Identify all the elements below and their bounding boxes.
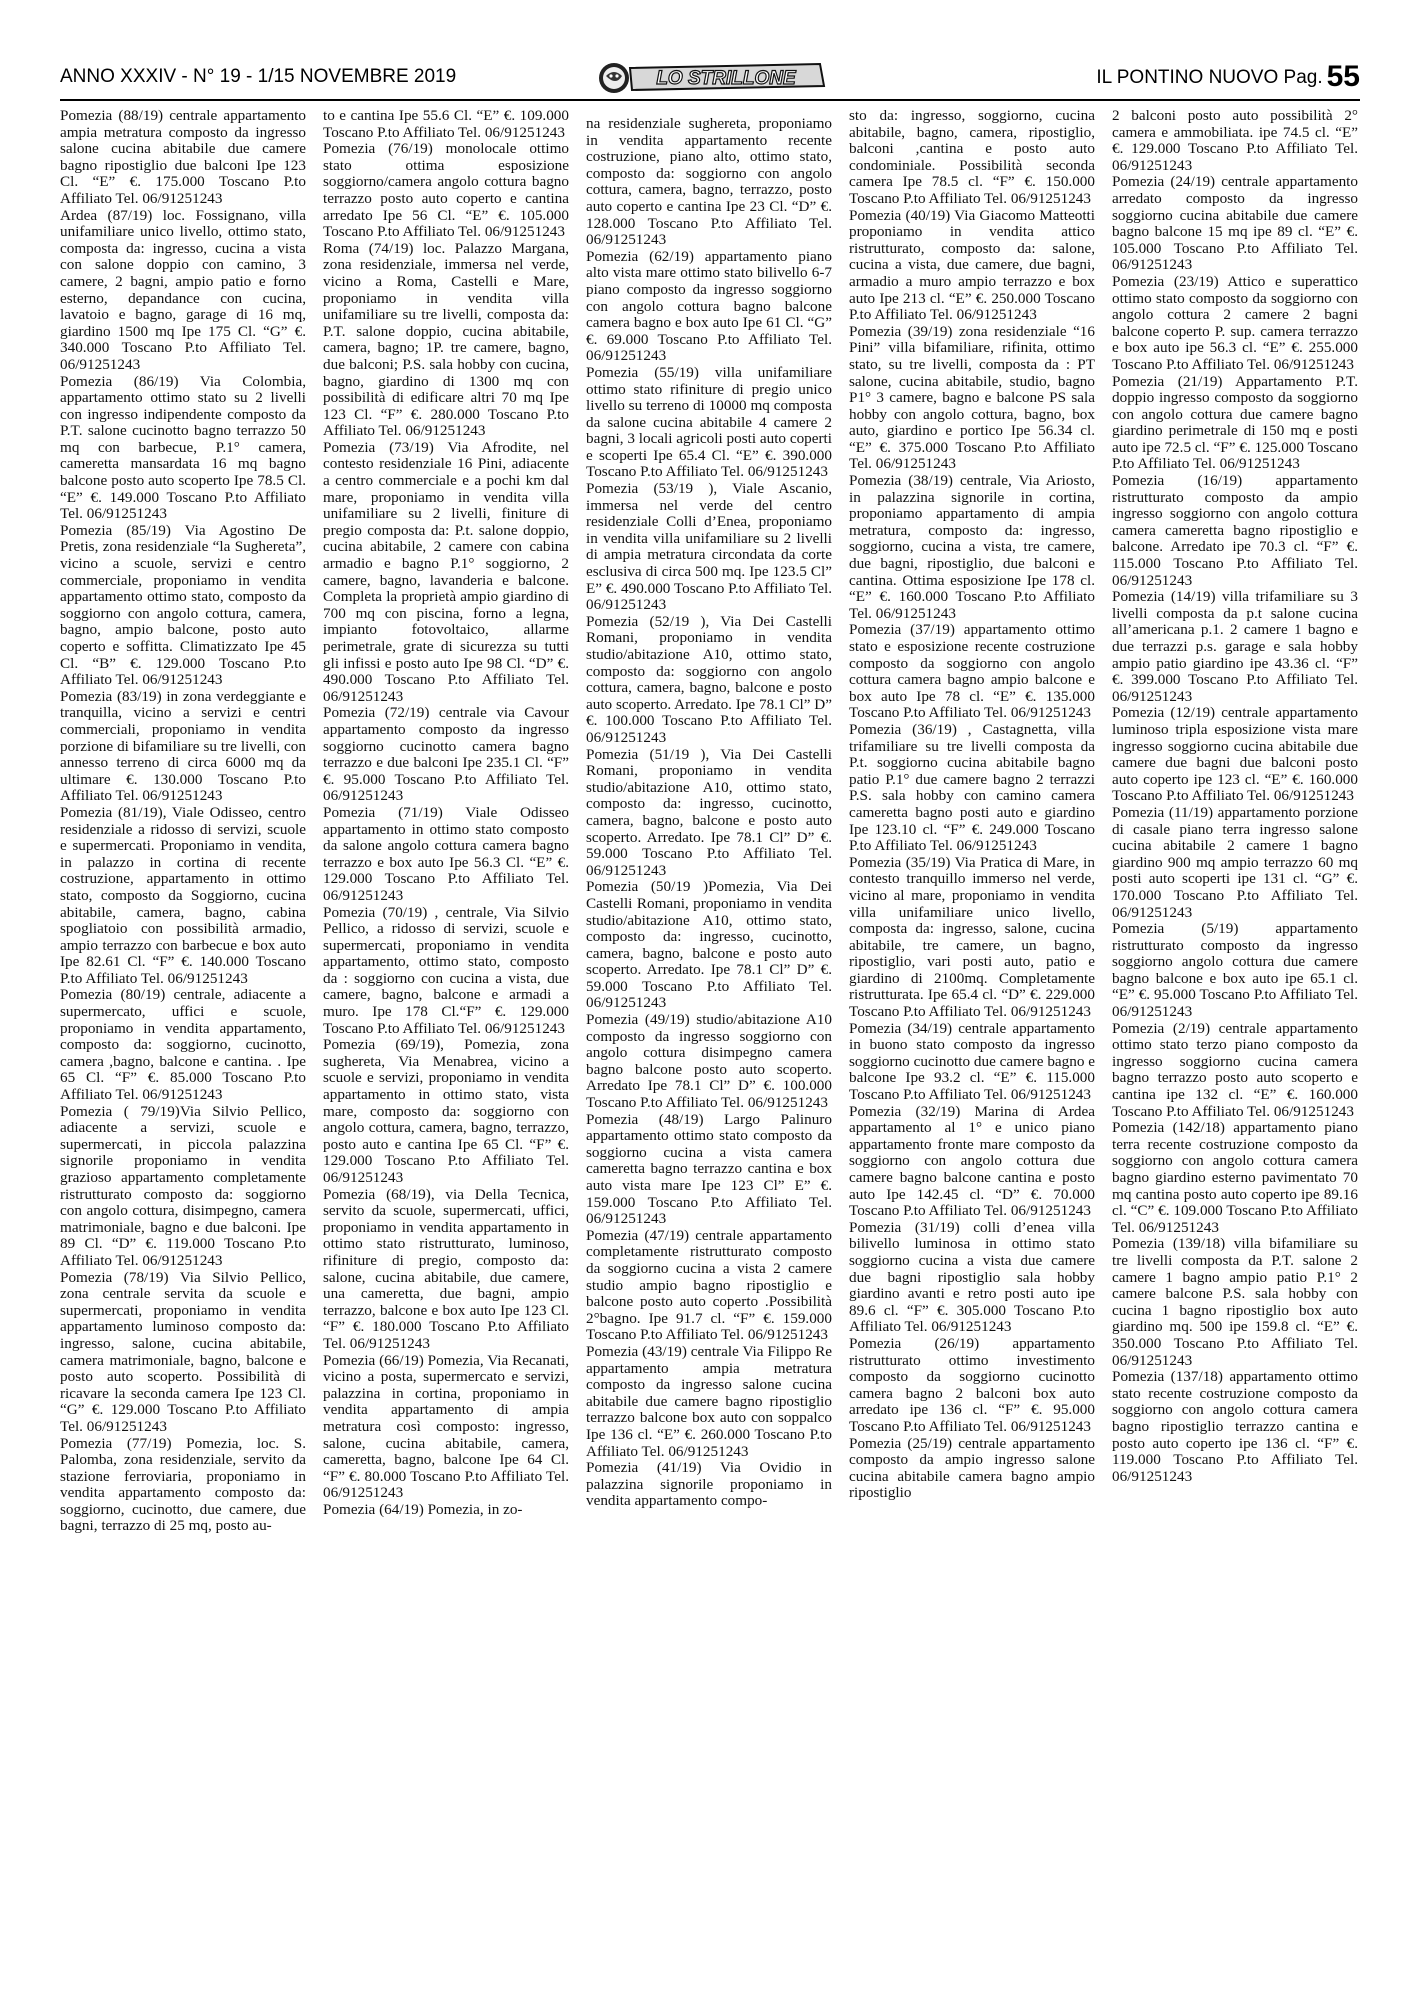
classified-ad: Pomezia (85/19) Via Agostino De Pretis, zona residenziale “la Sughereta”, vicino a scuole, servizi e centro commerciale, proponiamo in vendita appartamento ottimo stato, composto da soggiorno con angolo cottura, camera, bagno, ampio balcone, posto auto coperto e soffitta. Climatizzato Ipe 45 Cl. “B” €. 129.000 Toscano P.to Affiliato Tel. 06/91251243 (60, 521, 306, 689)
classified-ad: Pomezia (11/19) appartamento porzione di casale piano terra ingresso salone cucina abitabile 2 camere 1 bagno giardino 900 mq ampio terrazzo 60 mq posti auto scoperti ipe 131 cl. “G” €. 170.000 Toscano P.to Affiliato Tel. 06/91251243 (1112, 803, 1358, 921)
classified-ad: Pomezia (47/19) centrale appartamento completamente ristrutturato composto da soggiorno cucina a vista 2 camere studio ampio bagno ripostiglio e balcone posto auto coperto .Possibilità 2°bagno. Ipe 91.7 cl. “F” €. 159.000 Toscano P.to Affiliato Tel. 06/91251243 (586, 1226, 832, 1344)
lo-strillone-logo (590, 56, 830, 98)
classified-ad: Pomezia (24/19) centrale appartamento arredato composto da ingresso soggiorno cucina abitabile due camere bagno balcone 15 mq ipe 89 cl. “E” €. 105.000 Toscano P.to Affiliato Tel. 06/91251243 (1112, 173, 1358, 274)
page-label (1096, 60, 1360, 94)
classified-ad: Pomezia (48/19) Largo Palinuro appartamento ottimo stato composto da soggiorno cucina a vista camera cameretta bagno terrazzo cantina e box auto vista mare Ipe 123 Cl” E” €. 159.000 Toscano P.to Affiliato Tel. 06/91251243 (586, 1110, 832, 1228)
column-2 (323, 108, 569, 1988)
classified-ad: Pomezia (83/19) in zona verdeggiante e tranquilla, vicino a servizi e centri commerciali, proponiamo in vendita porzione di bifamiliare su tre livelli, con annesso terreno di circa 6000 mq da ultimare €. 130.000 Toscano P.to Affiliato Tel. 06/91251243 (60, 687, 306, 805)
classified-ad: Pomezia (21/19) Appartamento P.T. doppio ingresso composto da soggiorno con angolo cottura due camere bagno giardino perimetrale di 150 mq e posti auto ipe 72.5 cl. “F” €. 125.000 Toscano P.to Affiliato Tel. 06/91251243 (1112, 372, 1358, 473)
classified-ad: Pomezia (41/19) Via Ovidio in palazzina signorile proponiamo in vendita appartamento compo- (586, 1459, 832, 1510)
classified-columns (60, 108, 1360, 1988)
classified-ad: Pomezia (72/19) centrale via Cavour appartamento composto da ingresso soggiorno cucinotto camera bagno terrazzo e due balconi Ipe 235.1 Cl. “F” €. 95.000 Toscano P.to Affiliato Tel. 06/91251243 (323, 704, 569, 805)
classified-ad: Pomezia (77/19) Pomezia, loc. S. Palomba, zona residenziale, servito da stazione ferroviaria, proponiamo in vendita appartamento composto da: soggiorno, cucinotto, due camere, due bagni, terrazzo di 25 mq, posto au- (60, 1434, 306, 1535)
classified-ad: Pomezia (88/19) centrale appartamento ampia metratura composto da ingresso salone cucina abitabile due camere bagno ripostiglio due balconi Ipe 123 Cl. “E” €. 175.000 Toscano P.to Affiliato Tel. 06/91251243 (60, 108, 306, 207)
classified-ad: Pomezia (137/18) appartamento ottimo stato recente costruzione composto da soggiorno con angolo cottura camera bagno ripostiglio terrazzo cantina e posto auto coperto ipe 136 cl. “F” €. 119.000 Toscano P.to Affiliato Tel. 06/91251243 (1112, 1368, 1358, 1485)
classified-ad: Pomezia (68/19), via Della Tecnica, servito da scuole, supermercati, uffici, proponiamo in vendita appartamento in ottimo stato ristrutturato, luminoso, rifiniture di pregio, composto da: salone, cucina abitabile, due camere, una cameretta, due bagni, ampio terrazzo, balcone e box auto Ipe 123 Cl. “F” €. 180.000 Toscano P.to Affiliato Tel. 06/91251243 (323, 1185, 569, 1352)
classified-ad: Pomezia (50/19 )Pomezia, Via Dei Castelli Romani, proponiamo in vendita studio/abitazione A10, ottimo stato, composto da: ingresso, cucinotto, camera, bagno, balcone e posto auto scoperto. Arredato. Ipe 78.1 Cl” D” €. 59.000 Toscano P.to Affiliato Tel. 06/91251243 (586, 878, 832, 1012)
classified-ad: Pomezia (53/19 ), Viale Ascanio, immersa nel verde del centro residenziale Colli d’Enea, proponiamo in vendita villa unifamiliare su 2 livelli di ampia metratura circondata da corte esclusiva di circa 500 mq. Ipe 123.5 Cl” E” €. 490.000 Toscano P.to Affiliato Tel. 06/91251243 (586, 480, 832, 614)
classified-ad: Pomezia (38/19) centrale, Via Ariosto, in palazzina signorile in cortina, proponiamo appartamento di ampia metratura, composto da: ingresso, soggiorno, cucina a vista, tre camere, due bagni, ripostiglio, due balconi e cantina. Ottima esposizione Ipe 178 cl. “E” €. 160.000 Toscano P.to Affiliato Tel. 06/91251243 (849, 472, 1095, 622)
classified-ad: Pomezia (25/19) centrale appartamento composto da ampio ingresso salone cucina abitabile camera bagno ampio ripostiglio (849, 1434, 1095, 1502)
classified-ad: Pomezia (31/19) colli d’enea villa bilivello luminosa in ottimo stato soggiorno cucina a vista due camere due bagni ripostiglio sala hobby giardino avanti e retro posti auto ipe 89.6 cl. “F” €. 305.000 Toscano P.to Affiliato Tel. 06/91251243 (849, 1218, 1095, 1336)
classified-ad: Pomezia (16/19) appartamento ristrutturato composto da ampio ingresso soggiorno con angolo cottura camera cameretta bagno ripostiglio e balcone. Arredato ipe 70.3 cl. “F” €. 115.000 Toscano P.to Affiliato Tel. 06/91251243 (1112, 472, 1358, 589)
classified-ad: Roma (74/19) loc. Palazzo Margana, zona residenziale, immersa nel verde, vicino a Roma, Castelli e Mare, proponiamo in vendita villa unifamiliare su tre livelli, composta da: P.T. salone doppio, cucina abitabile, camera, bagno; 1P. tre camere, bagno, due balconi; P.S. sala hobby con cucina, bagno, giardino di 1300 mq con possibilità di edificare altri 70 mq Ipe 123 Cl. “F” €. 280.000 Toscano P.to Affiliato Tel. 06/91251243 (323, 239, 569, 440)
classified-ad: Pomezia (36/19) , Castagnetta, villa trifamiliare su tre livelli composta da P.t. soggiorno cucina abitabile bagno patio P.1° due camere bagno 2 terrazzi P.S. sala hobby con camino camera cameretta bagno posti auto e giardino Ipe 123.10 cl. “F” €. 249.000 Toscano P.to Affiliato Tel. 06/91251243 (849, 720, 1095, 855)
classified-ad: Pomezia (35/19) Via Pratica di Mare, in contesto tranquillo immerso nel verde, vicino al mare, proponiamo in vendita villa unifamiliare unico livello, composta da: ingresso, salone, cucina abitabile, tre camere, un bagno, ripostiglio, vari posti auto, patio e giardino di 2100mq. Completamente ristrutturata. Ipe 65.4 cl. “D” €. 229.000 Toscano P.to Affiliato Tel. 06/91251243 (849, 853, 1095, 1021)
classified-ad: 2 balconi posto auto possibilità 2° camera e ammobiliata. ipe 74.5 cl. “E” €. 129.000 Toscano P.to Affiliato Tel. 06/91251243 (1112, 108, 1358, 174)
classified-ad: Pomezia (34/19) centrale appartamento in buono stato composto da ingresso soggiorno cucinotto due camere bagno e balcone Ipe 93.2 cl. “E” €. 115.000 Toscano P.to Affiliato Tel. 06/91251243 (849, 1019, 1095, 1104)
classified-ad: Pomezia ( 79/19)Via Silvio Pellico, adiacente a servizi, scuole e supermercati, in piccola palazzina signorile proponiamo in vendita grazioso appartamento completamente ristrutturato composto da: soggiorno con angolo cottura, disimpegno, camera matrimoniale, bagno e due balconi. Ipe 89 Cl. “D” €. 119.000 Toscano P.to Affiliato Tel. 06/91251243 (60, 1102, 306, 1269)
classified-ad: Pomezia (62/19) appartamento piano alto vista mare ottimo stato bilivello 6-7 piano composto da ingresso soggiorno con angolo cottura bagno balcone camera bagno e box auto Ipe 61 Cl. “G” €. 69.000 Toscano P.to Affiliato Tel. 06/91251243 (586, 247, 832, 365)
classified-ad: Pomezia (14/19) villa trifamiliare su 3 livelli composta da p.t salone cucina all’americana p.1. 2 camere 1 bagno e due terrazzi p.s. garage e sala hobby ampio patio giardino ipe 43.36 cl. “F” €. 399.000 Toscano P.to Affiliato Tel. 06/91251243 (1112, 588, 1358, 705)
classified-ad: Pomezia (55/19) villa unifamiliare ottimo stato rifiniture di pregio unico livello su terreno di 10000 mq composta da salone cucina abitabile 4 camere 2 bagni, 3 locali agricoli posti auto coperti e scoperti Ipe 65.4 Cl. “E” €. 390.000 Toscano P.to Affiliato Tel. 06/91251243 (586, 363, 832, 481)
column-1 (60, 108, 306, 1988)
classified-ad: Pomezia (71/19) Viale Odisseo appartamento in ottimo stato composto da salone angolo cottura camera bagno terrazzo e box auto Ipe 56.3 Cl. “E” €. 129.000 Toscano P.to Affiliato Tel. 06/91251243 (323, 803, 569, 904)
classified-ad: na residenziale sughereta, proponiamo in vendita appartamento recente costruzione, piano alto, ottimo stato, composto da: soggiorno con angolo cottura, camera, bagno, terrazzo, posto auto coperto e cantina Ipe 23 Cl. “D” €. 128.000 Toscano P.to Affiliato Tel. 06/91251243 (586, 116, 832, 249)
classified-ad: Pomezia (23/19) Attico e superattico ottimo stato composto da soggiorno con angolo cottura 2 camere 2 bagni balcone coperto P. sup. camera terrazzo e box auto ipe 56.3 cl. “E” €. 255.000 Toscano P.to Affiliato Tel. 06/91251243 (1112, 272, 1358, 373)
classified-ad: Ardea (87/19) loc. Fossignano, villa unifamiliare unico livello, ottimo stato, composta da: ingresso, cucina a vista con salone doppio con camino, 3 camere, 2 bagni, ampio patio e forno esterno, depandance con cucina, lavatoio e bagno, garage di 16 mq, giardino 1500 mq Ipe 175 Cl. “G” €. 340.000 Toscano P.to Affiliato Tel. 06/91251243 (60, 206, 306, 373)
column-4 (849, 108, 1095, 1988)
classified-ad: Pomezia (32/19) Marina di Ardea appartamento al 1° e unico piano appartamento fronte mare composto da soggiorno con angolo cottura due camere bagno balcone cantina e posto auto Ipe 142.45 cl. “D” €. 70.000 Toscano P.to Affiliato Tel. 06/91251243 (849, 1102, 1095, 1220)
page-header (60, 60, 1360, 100)
logo-text: LO STRILLONE (656, 68, 796, 89)
classified-ad: Pomezia (76/19) monolocale ottimo stato ottima esposizione soggiorno/camera angolo cottura bagno terrazzo posto auto coperto e cantina arredato Ipe 56 Cl. “E” €. 105.000 Toscano P.to Affiliato Tel. 06/91251243 (323, 140, 569, 241)
classified-ad: Pomezia (12/19) centrale appartamento luminoso tripla esposizione vista mare ingresso soggiorno cucina abitabile due camere due bagni due balconi posto auto coperto ipe 123 cl. “E” €. 160.000 Toscano P.to Affiliato Tel. 06/91251243 (1112, 704, 1358, 805)
classified-ad: Pomezia (78/19) Via Silvio Pellico, zona centrale servita da scuole e supermercati, proponiamo in vendita appartamento luminoso composto da: ingresso, salone, cucina abitabile, camera matrimoniale, bagno, balcone e posto auto scoperto. Possibilità di ricavare la seconda camera Ipe 123 Cl. “G” €. 129.000 Toscano P.to Affiliato Tel. 06/91251243 (60, 1268, 306, 1435)
classified-ad: Pomezia (49/19) studio/abitazione A10 composto da ingresso soggiorno con angolo cottura disimpegno camera bagno balcone posto auto scoperto. Arredato Ipe 78.1 Cl” D” €. 100.000 Toscano P.to Affiliato Tel. 06/91251243 (586, 1011, 832, 1112)
column-5 (1112, 108, 1358, 1988)
classified-ad: Pomezia (86/19) Via Colombia, appartamento ottimo stato su 2 livelli con ingresso indipendente composto da P.T. salone cucinotto bagno terrazzo 50 mq con barbecue, P.1° camera, cameretta mansardata 16 mq bagno balcone posto auto scoperto Ipe 78.5 Cl. “E” €. 149.000 Toscano P.to Affiliato Tel. 06/91251243 (60, 372, 306, 523)
column-3 (586, 116, 832, 1996)
classified-ad: Pomezia (26/19) appartamento ristrutturato ottimo investimento composto da soggiorno cucinotto camera bagno 2 balconi box auto arredato ipe 136 cl. “F” €. 95.000 Toscano P.to Affiliato Tel. 06/91251243 (849, 1334, 1095, 1435)
classified-ad: Pomezia (37/19) appartamento ottimo stato e esposizione recente costruzione composto da soggiorno con angolo cottura camera bagno ampio balcone e box auto Ipe 78 cl. “E” €. 135.000 Toscano P.to Affiliato Tel. 06/91251243 (849, 621, 1095, 722)
issue-info: ANNO XXXIV - N° 19 - 1/15 NOVEMBRE 2019 (60, 66, 457, 87)
classified-ad: Pomezia (5/19) appartamento ristrutturato composto da ingresso soggiorno angolo cottura due camere bagno balcone e box auto ipe 65.1 cl. “E” €. 95.000 Toscano P.to Affiliato Tel. 06/91251243 (1112, 920, 1358, 1021)
classified-ad: Pomezia (70/19) , centrale, Via Silvio Pellico, a ridosso di servizi, scuole e supermercati, proponiamo in vendita appartamento, ottimo stato, composto da : soggiorno con cucina a vista, due camere, bagno, balcone e armadi a muro. Ipe 178 Cl.“F” €. 129.000 Toscano P.to Affiliato Tel. 06/91251243 (323, 903, 569, 1037)
classified-ad: Pomezia (2/19) centrale appartamento ottimo stato terzo piano composto da ingresso soggiorno cucina camera bagno terrazzo posto auto scoperto e cantina ipe 132 cl. “E” €. 160.000 Toscano P.to Affiliato Tel. 06/91251243 (1112, 1019, 1358, 1120)
header-rule (60, 99, 1360, 101)
classified-ad: Pomezia (52/19 ), Via Dei Castelli Romani, proponiamo in vendita studio/abitazione A10, ottimo stato, composto da: soggiorno con angolo cottura, camera, bagno, balcone e posto auto scoperto. Arredato. Ipe 78.1 Cl” D” €. 100.000 Toscano P.to Affiliato Tel. 06/91251243 (586, 612, 832, 746)
classified-ad: Pomezia (81/19), Viale Odisseo, centro residenziale a ridosso di servizi, scuole e supermercati. Proponiamo in vendita, in palazzo in cortina di recente costruzione, appartamento in ottimo stato, composto da Soggiorno, cucina abitabile, camera, bagno, cabina spogliatoio con possibilità armadio, ampio terrazzo con barbecue e box auto Ipe 82.61 Cl. “F” €. 140.000 Toscano P.to Affiliato Tel. 06/91251243 (60, 803, 306, 987)
classified-ad: Pomezia (39/19) zona residenziale “16 Pini” villa bifamiliare, rifinita, ottimo stato, su tre livelli, composta da : PT salone, cucina abitabile, studio, bagno P1° 3 camere, bagno e balcone PS sala hobby con angolo cottura, bagno, box auto, giardino e portico Ipe 56.34 cl. “E” €. 375.000 Toscano P.to Affiliato Tel. 06/91251243 (849, 322, 1095, 473)
classified-ad: Pomezia (66/19) Pomezia, Via Recanati, vicino a posta, supermercato e servizi, palazzina in cortina, proponiamo in vendita appartamento di ampia metratura così composto: ingresso, salone, cucina abitabile, camera, cameretta, bagno, balcone Ipe 64 Cl. “F” €. 80.000 Toscano P.to Affiliato Tel. 06/91251243 (323, 1351, 569, 1502)
classified-ad: sto da: ingresso, soggiorno, cucina abitabile, bagno, camera, ripostiglio, balconi ,cantina e posto auto condominiale. Possibilità seconda camera Ipe 78.5 cl. “F” €. 150.000 Toscano P.to Affiliato Tel. 06/91251243 (849, 108, 1095, 207)
classified-ad: Pomezia (73/19) Via Afrodite, nel contesto residenziale 16 Pini, adiacente a centro commerciale e a pochi km dal mare, proponiamo in vendita villa unifamiliare su 2 livelli, finiture di pregio composta da: P.t. salone doppio, cucina abitabile, 2 camere con cabina armadio e bagno P.1° soggiorno, 2 camere, bagno, lavanderia e balcone. Completa la proprietà ampio giardino di 700 mq con piscina, forno a legna, impianto fotovoltaico, allarme perimetrale, grate di sicurezza su tutti gli infissi e posto auto Ipe 98 Cl. “D” €. 490.000 Toscano P.to Affiliato Tel. 06/91251243 (323, 438, 569, 705)
classified-ad: Pomezia (40/19) Via Giacomo Matteotti proponiamo in vendita attico ristrutturato, composto da: salone, cucina a vista, due camere, due bagni, armadio a muro ampio terrazzo e box auto Ipe 213 cl. “E” €. 250.000 Toscano P.to Affiliato Tel. 06/91251243 (849, 206, 1095, 324)
classified-ad: Pomezia (51/19 ), Via Dei Castelli Romani, proponiamo in vendita studio/abitazione A10, ottimo stato, composto da: ingresso, cucinotto, camera, bagno, balcone e posto auto scoperto. Arredato. Ipe 78.1 Cl” D” €. 59.000 Toscano P.to Affiliato Tel. 06/91251243 (586, 745, 832, 879)
classified-ad: Pomezia (139/18) villa bifamiliare su tre livelli composta da P.T. salone 2 camere 1 bagno ampio patio P.1° 2 camere balcone P.S. sala hobby con cucina 1 bagno ripostiglio box auto giardino mq. 500 ipe 159.8 cl. “E” €. 350.000 Toscano P.to Affiliato Tel. 06/91251243 (1112, 1235, 1358, 1369)
classified-ad: Pomezia (142/18) appartamento piano terra recente costruzione composto da soggiorno con angolo cottura camera bagno giardino esterno pavimentato 70 mq cantina posto auto coperto ipe 89.16 cl. “C” €. 109.000 Toscano P.to Affiliato Tel. 06/91251243 (1112, 1119, 1358, 1236)
page-number: 55 (1326, 60, 1360, 93)
classified-ad: Pomezia (64/19) Pomezia, in zo- (323, 1500, 523, 1518)
classified-ad: Pomezia (80/19) centrale, adiacente a supermercato, uffici e scuole, proponiamo in vendita appartamento, composto da: soggiorno, cucinotto, camera ,bagno, balcone e cantina. . Ipe 65 Cl. “F” €. 85.000 Toscano P.to Affiliato Tel. 06/91251243 (60, 986, 306, 1104)
classified-ad: to e cantina Ipe 55.6 Cl. “E” €. 109.000 Toscano P.to Affiliato Tel. 06/91251243 (323, 108, 569, 141)
classified-ad: Pomezia (43/19) centrale Via Filippo Re appartamento ampia metratura composto da ingresso salone cucina abitabile due camere bagno ripostiglio terrazzo balcone box auto con soppalco Ipe 136 cl. “E” €. 260.000 Toscano P.to Affiliato Tel. 06/91251243 (586, 1342, 832, 1460)
classified-ad: Pomezia (69/19), Pomezia, zona sughereta, Via Menabrea, vicino a scuole e servizi, proponiamo in vendita appartamento in ottimo stato, vista mare, composto da: soggiorno con angolo cottura, camera, bagno, terrazzo, posto auto e cantina Ipe 65 Cl. “F” €. 129.000 Toscano P.to Affiliato Tel. 06/91251243 (323, 1036, 569, 1186)
publication-name: IL PONTINO NUOVO Pag. (1096, 67, 1323, 88)
